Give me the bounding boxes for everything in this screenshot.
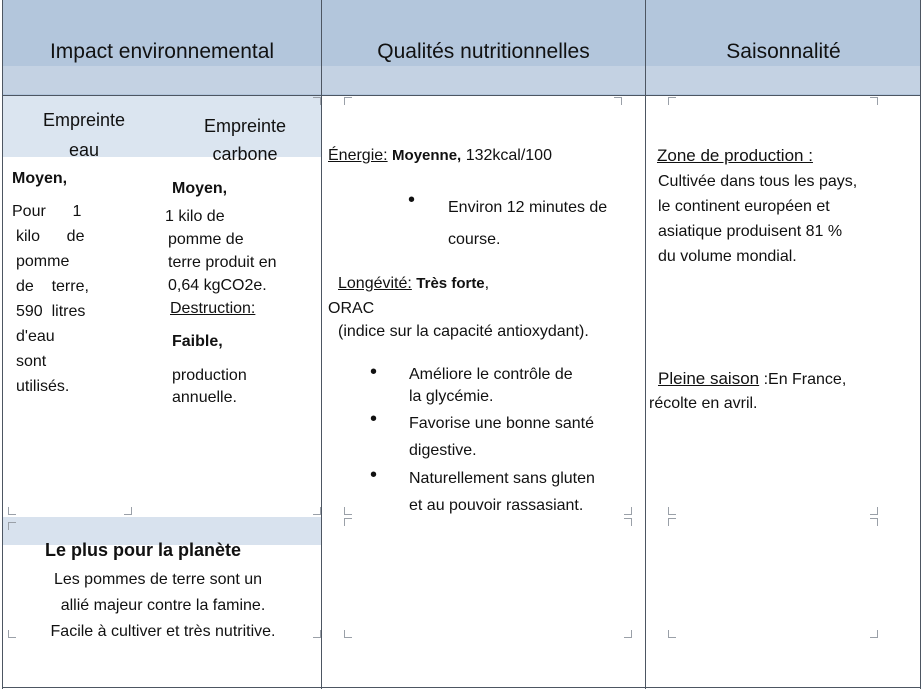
header-strip	[3, 66, 921, 94]
corner-mark	[344, 518, 352, 526]
water-description	[12, 199, 102, 399]
water-line: pomme	[16, 253, 70, 270]
nutrition-bullet-line: digestive.	[409, 442, 477, 459]
zone-line: le continent européen et	[658, 198, 830, 215]
peak-season-line2: récolte en avril.	[649, 395, 758, 412]
header-nutrition: Qualités nutritionnelles	[377, 40, 590, 63]
carbon-line: terre produit en	[168, 254, 277, 271]
carbon-title-line1: Empreinte	[203, 116, 287, 136]
energy-bullet	[448, 192, 607, 256]
energy-label: Énergie:	[328, 147, 388, 164]
water-title-line1: Empreinte	[42, 110, 126, 130]
destruction-label: Destruction:	[170, 300, 256, 317]
planet-line: Les pommes de terre sont un	[53, 571, 263, 588]
destruction-line: annuelle.	[172, 389, 237, 406]
planet-title: Le plus pour la planète	[45, 540, 242, 560]
energy-bullet-line: Environ 12 minutes de	[448, 199, 608, 216]
carbon-level: Moyen,	[172, 180, 228, 197]
bullet-icon: •	[370, 361, 378, 383]
corner-mark	[624, 630, 632, 638]
grid-line-2	[645, 0, 646, 689]
grid-line-1	[321, 0, 322, 689]
corner-mark	[870, 518, 878, 526]
energy-bullet-line: course.	[448, 231, 501, 248]
zone-line: asiatique produisent 81 %	[658, 223, 843, 240]
nutrition-bullet	[409, 364, 573, 408]
nutrition-bullet	[409, 465, 595, 519]
nutrition-bullet	[409, 410, 594, 464]
peak-season-label: Pleine saison	[658, 369, 760, 388]
longevity-label: Longévité:	[338, 275, 412, 292]
longevity-row	[338, 273, 489, 295]
longevity-level: Très forte	[416, 275, 485, 292]
corner-mark	[313, 97, 321, 105]
corner-mark	[8, 507, 16, 515]
corner-mark	[8, 522, 16, 530]
corner-mark	[870, 630, 878, 638]
corner-mark	[668, 518, 676, 526]
orac-label: ORAC	[328, 300, 375, 317]
peak-season-row	[658, 368, 846, 391]
bullet-icon: •	[408, 189, 416, 211]
peak-season-text: :En France,	[759, 371, 847, 388]
corner-mark	[124, 507, 132, 515]
carbon-line: 0,64 kgCO2e.	[168, 277, 267, 294]
water-level: Moyen,	[12, 170, 68, 187]
energy-row	[328, 145, 552, 167]
corner-mark	[614, 97, 622, 105]
water-line: de terre,	[16, 278, 89, 295]
nutrition-bullet-line: Naturellement sans gluten	[409, 470, 595, 487]
carbon-line: 1 kilo de	[165, 208, 225, 225]
header-season: Saisonnalité	[726, 40, 841, 63]
nutrition-bullet-line: Favorise une bonne santé	[409, 415, 595, 432]
energy-value: 132kcal/100	[465, 147, 552, 164]
longevity-comma: ,	[484, 275, 490, 292]
grid-line-bottom	[2, 687, 921, 688]
carbon-line: pomme de	[168, 231, 244, 248]
corner-mark	[344, 630, 352, 638]
corner-mark	[668, 97, 676, 105]
bullet-icon: •	[370, 464, 378, 486]
destruction-level: Faible,	[172, 333, 223, 350]
orac-description: (indice sur la capacité antioxydant).	[338, 323, 589, 340]
zone-description	[658, 169, 857, 269]
corner-mark	[344, 97, 352, 105]
carbon-footprint-title	[190, 114, 300, 166]
grid-line-right	[920, 0, 921, 689]
grid-line-header	[2, 95, 921, 96]
corner-mark	[313, 507, 321, 515]
corner-mark	[870, 97, 878, 105]
destruction-line: production	[172, 367, 247, 384]
corner-mark	[624, 518, 632, 526]
corner-mark	[344, 507, 352, 515]
nutrition-bullet-line: Améliore le contrôle de	[409, 366, 573, 383]
grid-line-left	[2, 0, 3, 689]
corner-mark	[624, 507, 632, 515]
water-line: kilo de	[16, 228, 85, 245]
carbon-description	[165, 205, 315, 320]
water-title-line2: eau	[68, 140, 100, 160]
planet-line: allié majeur contre la famine.	[60, 597, 266, 614]
planet-description	[5, 567, 321, 645]
zone-line: du volume mondial.	[658, 248, 797, 265]
carbon-title-line2: carbone	[212, 144, 278, 164]
nutrition-bullet-line: et au pouvoir rassasiant.	[409, 497, 584, 514]
zone-line: Cultivée dans tous les pays,	[658, 173, 858, 190]
water-line: Pour 1	[12, 203, 82, 220]
water-line: utilisés.	[16, 378, 70, 395]
zone-label: Zone de production :	[657, 146, 813, 165]
water-line: d'eau	[16, 328, 55, 345]
header-impact: Impact environnemental	[49, 40, 275, 63]
water-footprint-title	[34, 108, 134, 162]
energy-level: Moyenne,	[392, 147, 462, 164]
water-line: sont	[16, 353, 47, 370]
bullet-icon: •	[370, 408, 378, 430]
planet-line: Facile à cultiver et très nutritive.	[50, 623, 276, 640]
corner-mark	[668, 630, 676, 638]
destruction-description	[172, 365, 247, 409]
nutrition-bullet-line: la glycémie.	[409, 388, 494, 405]
corner-mark	[668, 507, 676, 515]
water-line: 590 litres	[16, 303, 86, 320]
corner-mark	[870, 507, 878, 515]
